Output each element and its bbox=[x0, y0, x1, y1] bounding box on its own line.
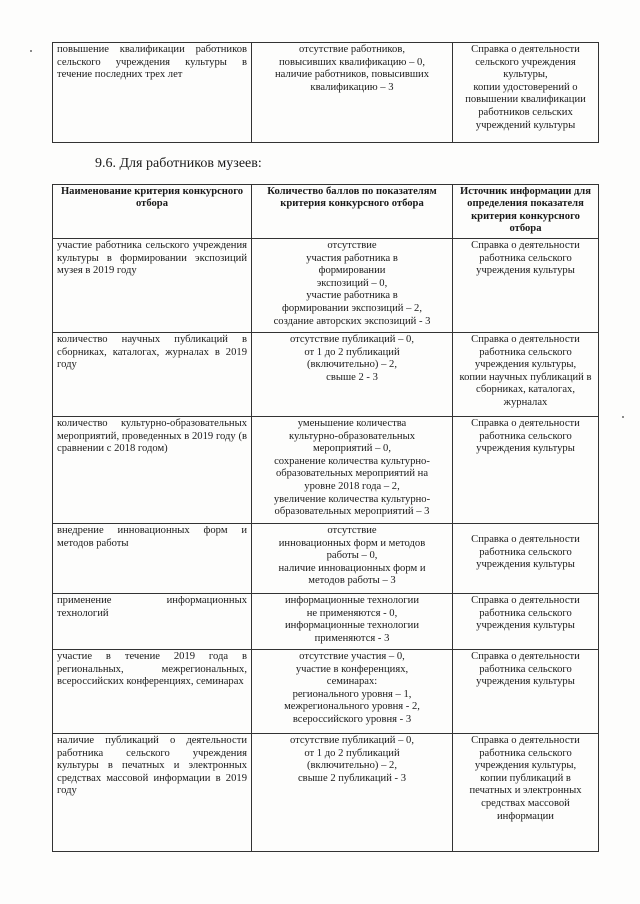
scores-cell: отсутствие работников, повысивших квалификацию – 0, наличие работников, повысивших квалификацию – 3 bbox=[252, 43, 453, 143]
table-row bbox=[53, 417, 599, 524]
scan-speck bbox=[622, 416, 624, 418]
table-row bbox=[53, 524, 599, 594]
column-header-source: Источник информации для определения показателя критерия конкурсного отбора bbox=[453, 185, 599, 239]
criterion-cell: наличие публикаций о деятельности работника сельского учреждения культуры в печатных и электронных средствах массовой информации в 2019 году bbox=[53, 734, 252, 852]
scan-speck bbox=[30, 50, 32, 52]
scores-cell: уменьшение количества культурно-образовательных мероприятий – 0, сохранение количества культурно- образовательных мероприятий на уровне 2018 года – 2, увеличение количества культурно- образовательных мероприятий – 3 bbox=[252, 417, 453, 524]
criterion-cell: участие работника сельского учреждения культуры в формировании экспозиций музея в 2019 году bbox=[53, 239, 252, 333]
scores-cell: отсутствие инновационных форм и методов работы – 0, наличие инновационных форм и методов работы – 3 bbox=[252, 524, 453, 594]
table-row bbox=[53, 333, 599, 417]
source-cell: Справка о деятельности работника сельского учреждения культуры bbox=[453, 524, 599, 594]
source-cell: Справка о деятельности работника сельского учреждения культуры, копии научных публикаций в сборниках, каталогах, журналах bbox=[453, 333, 599, 417]
scores-cell: отсутствие участия работника в формировании экспозиций – 0, участие работника в формировании экспозиций – 2, создание авторских экспозиций - 3 bbox=[252, 239, 453, 333]
source-cell: Справка о деятельности сельского учреждения культуры, копии удостоверений о повышении квалификации работников сельских учреждений культуры bbox=[453, 43, 599, 143]
source-cell: Справка о деятельности работника сельского учреждения культуры bbox=[453, 594, 599, 650]
source-cell: Справка о деятельности работника сельского учреждения культуры bbox=[453, 650, 599, 734]
section-heading: 9.6. Для работников музеев: bbox=[95, 156, 262, 171]
scores-cell: отсутствие участия – 0, участие в конференциях, семинарах: регионального уровня – 1, межрегионального уровня - 2, всероссийского уровня - 3 bbox=[252, 650, 453, 734]
criterion-cell: внедрение инновационных форм и методов работы bbox=[53, 524, 252, 594]
table-row bbox=[53, 650, 599, 734]
source-cell: Справка о деятельности работника сельского учреждения культуры bbox=[453, 417, 599, 524]
criterion-cell: количество культурно-образовательных мероприятий, проведенных в 2019 году (в сравнении с 2018 годом) bbox=[53, 417, 252, 524]
table-row bbox=[53, 43, 599, 143]
table-row bbox=[53, 239, 599, 333]
source-cell: Справка о деятельности работника сельского учреждения культуры, копии публикаций в печатных и электронных средствах массовой информации bbox=[453, 734, 599, 852]
criterion-cell: участие в течение 2019 года в региональных, межрегиональных, всероссийских конференциях, семинарах bbox=[53, 650, 252, 734]
table-row bbox=[53, 594, 599, 650]
scores-cell: отсутствие публикаций – 0, от 1 до 2 публикаций (включительно) – 2, свыше 2 - 3 bbox=[252, 333, 453, 417]
museum-criteria-table bbox=[52, 184, 599, 852]
source-cell: Справка о деятельности работника сельского учреждения культуры bbox=[453, 239, 599, 333]
criterion-cell: количество научных публикаций в сборниках, каталогах, журналах в 2019 году bbox=[53, 333, 252, 417]
column-header-criterion: Наименование критерия конкурсного отбора bbox=[53, 185, 252, 239]
scores-cell: отсутствие публикаций – 0, от 1 до 2 публикаций (включительно) – 2, свыше 2 публикаций - 3 bbox=[252, 734, 453, 852]
continued-criteria-table bbox=[52, 42, 599, 143]
table-header-row bbox=[53, 185, 599, 239]
criterion-cell: применение информационных технологий bbox=[53, 594, 252, 650]
column-header-scores: Количество баллов по показателям критерия конкурсного отбора bbox=[252, 185, 453, 239]
criterion-cell: повышение квалификации работников сельского учреждения культуры в течение последних трех лет bbox=[53, 43, 252, 143]
scores-cell: информационные технологии не применяются - 0, информационные технологии применяются - 3 bbox=[252, 594, 453, 650]
table-row bbox=[53, 734, 599, 852]
